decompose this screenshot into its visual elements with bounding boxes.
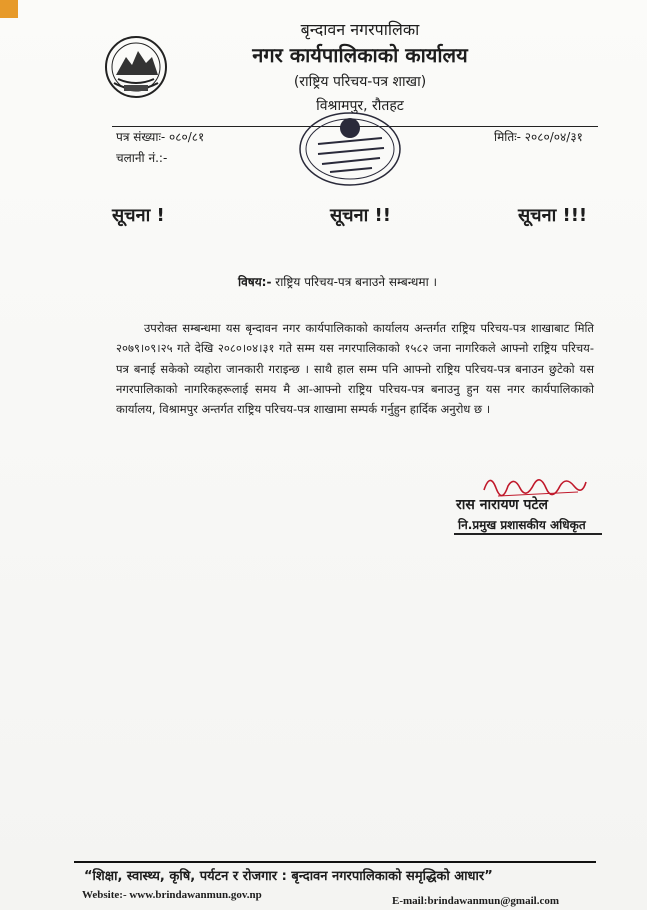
- nepal-emblem-icon: [104, 35, 168, 99]
- subject-line: [238, 273, 437, 290]
- signature-scribble-icon: [480, 468, 590, 498]
- branch-name: (राष्ट्रिय परिचय-पत्र शाखा): [293, 74, 427, 90]
- page-corner-mark: [0, 0, 18, 18]
- dispatch-number: चलानी नं.:-: [116, 151, 168, 165]
- notice-heading-2: सूचना !!: [330, 205, 391, 226]
- signer-underline: [454, 533, 602, 535]
- letter-date: मितिः- २०८०/०४/३१: [494, 130, 583, 144]
- reference-number: पत्र संख्याः- ०८०/८१: [116, 130, 205, 144]
- subject-text: राष्ट्रिय परिचय-पत्र बनाउने सम्बन्धमा ।: [271, 275, 438, 289]
- notice-heading-1: सूचना !: [112, 205, 165, 226]
- office-title: नगर कार्यपालिकाको कार्यालय: [252, 43, 468, 67]
- footer-email: E-mail:brindawanmun@gmail.com: [392, 895, 559, 907]
- notice-heading-3: सूचना !!!: [518, 205, 588, 226]
- office-address: विश्रामपुर, रौतहट: [316, 98, 404, 114]
- footer-slogan: “शिक्षा, स्वास्थ्य, कृषि, पर्यटन र रोजगार : बृन्दावन नगरपालिकाको समृद्धिको आधार”: [84, 869, 493, 884]
- letter-body: उपरोक्त सम्बन्धमा यस बृन्दावन नगर कार्यपालिकाको कार्यालय अन्तर्गत राष्ट्रिय परिचय-पत्र शाखाबाट मिति २०७९।०९।२५ गते देखि २०८०।०४।३१ गते सम्म यस नगरपालिकाको १५८२ जना नागरिकले आफ्नो राष्ट्रिय परिचय-पत्र बनाई सकेको व्यहोरा जानकारी गराइन्छ । साथै हाल सम्म पनि आफ्नो राष्ट्रिय परिचय-पत्र बनाउन छुटेको यस नगरपालिकाको नागरिकहरूलाई समय मै आ-आफ्नो राष्ट्रिय परिचय-पत्र बनाउनु हुन यस नगर कार्यपालिकाको कार्यालय, विश्रामपुर अन्तर्गत राष्ट्रिय परिचय-पत्र शाखामा सम्पर्क गर्नुहुन हार्दिक अनुरोध छ ।: [116, 321, 594, 417]
- footer-divider: [74, 861, 596, 863]
- footer-website: Website:- www.brindawanmun.gov.np: [82, 889, 262, 901]
- signer-role: नि.प्रमुख प्रशासकीय अधिकृत: [458, 518, 586, 532]
- subject-label: विषय:-: [238, 275, 272, 289]
- municipality-name: बृन्दावन नगरपालिका: [300, 20, 420, 39]
- signer-name: रास नारायण पटेल: [456, 497, 549, 513]
- office-stamp-icon: [296, 108, 404, 190]
